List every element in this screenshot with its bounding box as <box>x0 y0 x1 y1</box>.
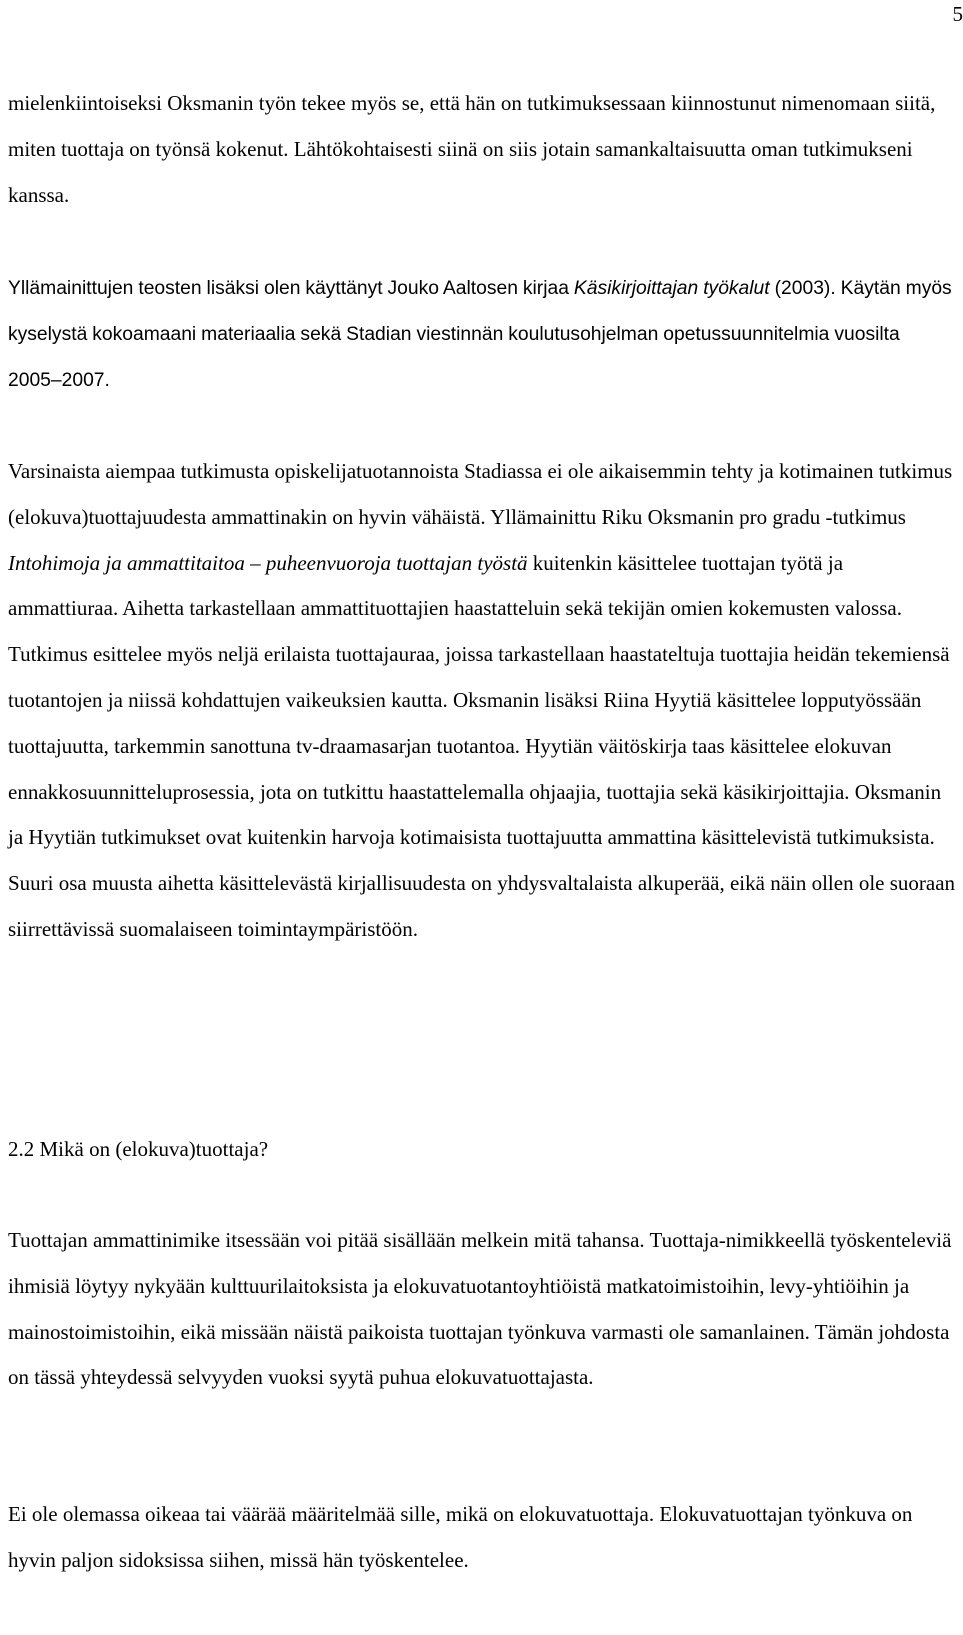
paragraph-text: mielenkiintoiseksi Oksmanin työn tekee myös se, että hän on tutkimuksessaan kiinnostunut nimenomaan siitä, miten tuottaja on työnsä kokenut. Lähtökohtaisesti siinä on siis jotain samankaltaisuutta oman tutkimukseni kanssa. <box>8 91 936 207</box>
paragraph-text-after: kuitenkin käsittelee tuottajan työtä ja ammattiuraa. Aihetta tarkastellaan ammattituottajien haastatteluin sekä tekijän omien kokemusten valossa. Tutkimus esittelee myös neljä erilaista tuottajauraa, joissa tarkastellaan haastateltuja tuottajia heidän tekemiensä tuotantojen ja niissä kohdattujen vaikeuksien kautta. Oksmanin lisäksi Riina Hyytiä käsittelee lopputyössään tuottajuutta, tarkemmin sanottuna tv-draamasarjan tuotantoa. Hyytiän väitöskirja taas käsittelee elokuvan ennakkosuunnitteluprosessia, jota on tutkittu haastattelemalla ohjaajia, tuottajia sekä käsikirjoittajia. Oksmanin ja Hyytiän tutkimukset ovat kuitenkin harvoja kotimaisista tuottajuutta ammattina käsittelevistä tutkimuksista. Suuri osa muusta aihetta käsittelevästä kirjallisuudesta on yhdysvaltalaista alkuperää, eikä näin ollen ole suoraan siirrettävissä suomalaiseen toimintaympäristöön. <box>8 550 956 941</box>
paragraph-producer-title <box>8 1218 956 1401</box>
paragraph-text: Ei ole olemassa oikeaa tai väärää määritelmää sille, mikä on elokuvatuottaja. Elokuvatuottajan työnkuva on hyvin paljon sidoksissa siihen, missä hän työskentelee. <box>8 1502 913 1572</box>
paragraph-text-after: (2003). Käytän myös kyselystä kokoamaani materiaalia sekä Stadian viestinnän koulutusohjelman opetussuunnitelmia vuosilta 2005–2007. <box>8 278 952 391</box>
section-heading <box>8 1127 956 1173</box>
paragraph-sources <box>8 266 956 403</box>
paragraph-text-before: Yllämainittujen teosten lisäksi olen käyttänyt Jouko Aaltosen kirjaa <box>8 278 574 299</box>
paragraph-oksman-interest <box>8 81 956 218</box>
thesis-title: Intohimoja ja ammattitaitoa – puheenvuoroja tuottajan työstä <box>8 550 528 575</box>
page-number: 5 <box>952 2 963 26</box>
paragraph-text-before: Varsinaista aiempaa tutkimusta opiskelijatuotannoista Stadiassa ei ole aikaisemmin tehty ja kotimainen tutkimus (elokuva)tuottajuudesta ammattinakin on hyvin vähäistä. Yllämainittu Riku Oksmanin pro gradu -tutkimus <box>8 459 953 529</box>
book-title: Käsikirjoittajan työkalut <box>573 278 770 299</box>
paragraph-text: Tuottajan ammattinimike itsessään voi pitää sisällään melkein mitä tahansa. Tuottaja-nimikkeellä työskenteleviä ihmisiä löytyy nykyään kulttuurilaitoksista ja elokuvatuotantoyhtiöistä matkatoimistoihin, levy-yhtiöihin ja mainostoimistoihin, eikä missään näistä paikoista tuottajan työnkuva varmasti ole samanlainen. Tämän johdosta on tässä yhteydessä selvyyden vuoksi syytä puhua elokuvatuottajasta. <box>8 1228 952 1390</box>
paragraph-definition <box>8 1492 956 1584</box>
paragraph-previous-research <box>8 449 956 953</box>
section-heading-text: 2.2 Mikä on (elokuva)tuottaja? <box>8 1137 269 1161</box>
